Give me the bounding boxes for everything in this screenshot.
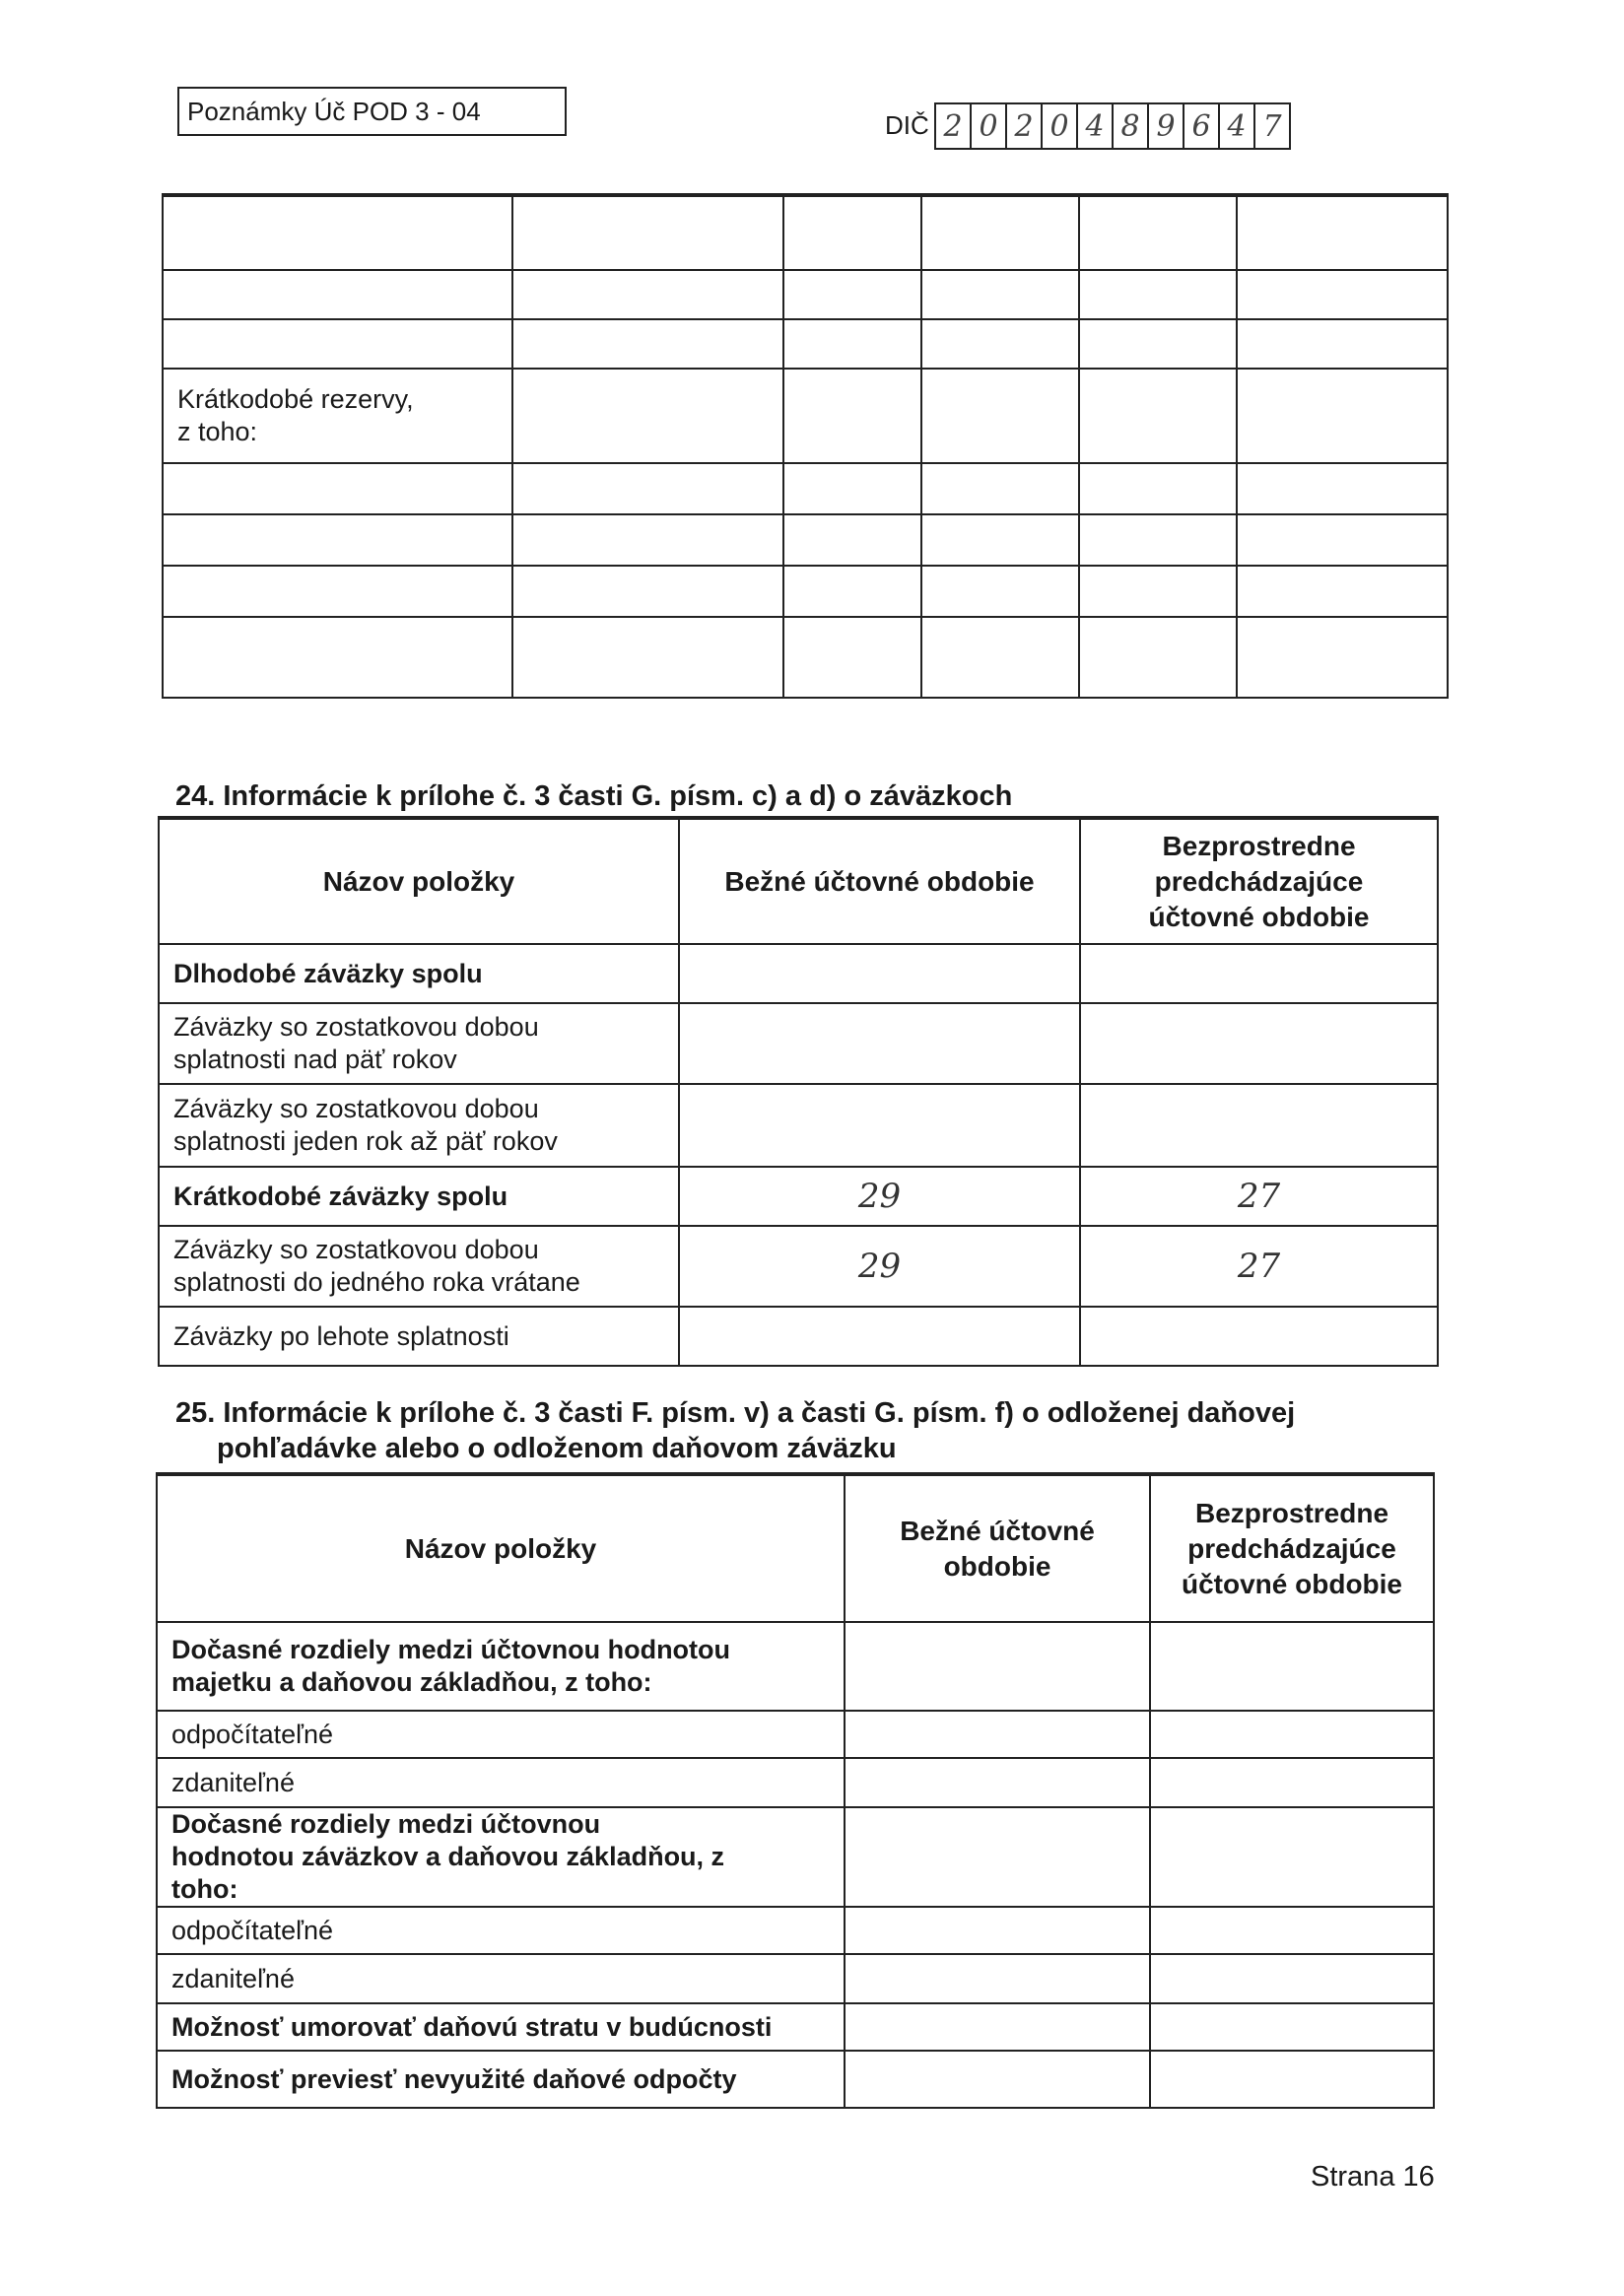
previous-value[interactable] [1150, 1907, 1434, 1954]
row-label: Záväzky so zostatkovou dobou splatnosti do jedného roka vrátane [159, 1226, 679, 1307]
previous-value[interactable] [1150, 1758, 1434, 1807]
current-value[interactable] [845, 1711, 1150, 1758]
table-row [159, 944, 1438, 1003]
cell[interactable] [783, 566, 921, 617]
table-row [159, 1003, 1438, 1084]
cell[interactable] [1237, 319, 1448, 369]
form-label: Poznámky Úč POD 3 - 04 [177, 87, 567, 136]
current-value[interactable] [679, 1003, 1080, 1084]
cell[interactable] [921, 270, 1079, 319]
row-label [163, 463, 512, 514]
top-table [162, 193, 1449, 699]
table-row [157, 1758, 1434, 1807]
dic-digit: 0 [970, 102, 1007, 150]
cell[interactable] [783, 514, 921, 566]
dic-boxes [936, 102, 1291, 150]
previous-value[interactable] [1080, 944, 1438, 1003]
row-label: Dočasné rozdiely medzi účtovnou hodnotou majetku a daňovou základňou, z toho: [157, 1622, 845, 1711]
previous-value[interactable] [1150, 2003, 1434, 2051]
row-label: Krátkodobé záväzky spolu [159, 1167, 679, 1226]
row-label: Záväzky so zostatkovou dobou splatnosti nad päť rokov [159, 1003, 679, 1084]
current-value[interactable]: 29 [679, 1226, 1080, 1307]
table-row [157, 1907, 1434, 1954]
dic-digit: 0 [1041, 102, 1078, 150]
current-value[interactable] [845, 1907, 1150, 1954]
previous-value[interactable] [1150, 1711, 1434, 1758]
dic-digit: 2 [934, 102, 972, 150]
current-value[interactable] [845, 2051, 1150, 2108]
previous-value[interactable] [1150, 1622, 1434, 1711]
cell[interactable] [1237, 617, 1448, 698]
current-value[interactable] [845, 1622, 1150, 1711]
cell[interactable] [921, 195, 1079, 270]
cell[interactable] [921, 566, 1079, 617]
dic-digit: 2 [1005, 102, 1043, 150]
row-label: odpočítateľné [157, 1907, 845, 1954]
cell[interactable] [1237, 369, 1448, 463]
dic-digit: 7 [1253, 102, 1291, 150]
table-header-row [157, 1474, 1434, 1622]
cell[interactable] [921, 514, 1079, 566]
table-row [157, 1954, 1434, 2003]
cell[interactable] [512, 270, 783, 319]
current-value[interactable] [679, 1307, 1080, 1366]
cell[interactable] [512, 319, 783, 369]
row-label-line: Krátkodobé rezervy, [177, 384, 414, 414]
table-row [163, 195, 1448, 270]
previous-value[interactable] [1150, 1954, 1434, 2003]
table-row [163, 617, 1448, 698]
cell[interactable] [783, 369, 921, 463]
row-label-short-term-reserves [163, 369, 512, 463]
previous-value[interactable] [1150, 2051, 1434, 2108]
row-label [163, 617, 512, 698]
cell[interactable] [1237, 463, 1448, 514]
section-24-title: 24. Informácie k prílohe č. 3 časti G. písm. c) a d) o záväzkoch [175, 780, 1013, 812]
row-label: Dlhodobé záväzky spolu [159, 944, 679, 1003]
cell[interactable] [512, 369, 783, 463]
row-label: Záväzky po lehote splatnosti [159, 1307, 679, 1366]
row-label-line: z toho: [177, 417, 258, 446]
col-header-previous: Bezprostredne predchádzajúce účtovné obdobie [1080, 818, 1438, 944]
section-25-title: 25. Informácie k prílohe č. 3 časti F. písm. v) a časti G. písm. f) o odloženej daňovej pohľadávke alebo o odloženom daňovom záväzku [175, 1397, 1296, 1464]
table-row [157, 1807, 1434, 1907]
table-row [157, 2051, 1434, 2108]
table-row [159, 1167, 1438, 1226]
row-label: zdaniteľné [157, 1758, 845, 1807]
cell[interactable] [921, 463, 1079, 514]
current-value[interactable] [845, 1758, 1150, 1807]
cell[interactable] [1079, 369, 1237, 463]
deferred-tax-table [156, 1472, 1435, 2109]
table-row [163, 319, 1448, 369]
dic-digit: 8 [1112, 102, 1149, 150]
dic-digit: 4 [1076, 102, 1114, 150]
cell[interactable] [512, 514, 783, 566]
cell[interactable] [1237, 195, 1448, 270]
cell[interactable] [1079, 463, 1237, 514]
table-row [163, 270, 1448, 319]
row-label [163, 270, 512, 319]
row-label: Možnosť umorovať daňovú stratu v budúcnosti [157, 2003, 845, 2051]
table-row [159, 1226, 1438, 1307]
cell[interactable] [921, 617, 1079, 698]
current-value[interactable] [679, 944, 1080, 1003]
cell[interactable] [1079, 566, 1237, 617]
cell[interactable] [921, 369, 1079, 463]
row-label [163, 319, 512, 369]
cell[interactable] [783, 617, 921, 698]
col-header-current: Bežné účtovné obdobie [845, 1474, 1150, 1622]
col-header-previous: Bezprostredne predchádzajúce účtovné obdobie [1150, 1474, 1434, 1622]
cell[interactable] [783, 463, 921, 514]
col-header-name: Názov položky [159, 818, 679, 944]
dic-digit: 4 [1218, 102, 1255, 150]
row-label: Možnosť previesť nevyužité daňové odpočty [157, 2051, 845, 2108]
previous-value[interactable] [1080, 1307, 1438, 1366]
table-row [163, 514, 1448, 566]
table-row [157, 1622, 1434, 1711]
cell[interactable] [921, 319, 1079, 369]
col-header-name: Názov položky [157, 1474, 845, 1622]
cell[interactable] [1237, 514, 1448, 566]
row-label: Záväzky so zostatkovou dobou splatnosti jeden rok až päť rokov [159, 1084, 679, 1167]
row-label: zdaniteľné [157, 1954, 845, 2003]
table-row [163, 369, 1448, 463]
table-row [157, 1711, 1434, 1758]
col-header-current: Bežné účtovné obdobie [679, 818, 1080, 944]
current-value[interactable] [845, 1807, 1150, 1907]
current-value[interactable] [679, 1084, 1080, 1167]
row-label: Dočasné rozdiely medzi účtovnou hodnotou záväzkov a daňovou základňou, z toho: [157, 1807, 845, 1907]
cell[interactable] [1079, 514, 1237, 566]
table-header-row [159, 818, 1438, 944]
row-label: odpočítateľné [157, 1711, 845, 1758]
cell[interactable] [1079, 319, 1237, 369]
current-value[interactable]: 29 [679, 1167, 1080, 1226]
dic-digit: 9 [1147, 102, 1184, 150]
previous-value[interactable] [1080, 1084, 1438, 1167]
cell[interactable] [1237, 270, 1448, 319]
cell[interactable] [1079, 270, 1237, 319]
cell[interactable] [512, 463, 783, 514]
cell[interactable] [1079, 617, 1237, 698]
table-row [159, 1307, 1438, 1366]
dic-label: DIČ [885, 110, 929, 140]
row-label [163, 514, 512, 566]
previous-value[interactable]: 27 [1080, 1226, 1438, 1307]
liabilities-table [158, 816, 1439, 1367]
page-number: Strana 16 [1311, 2161, 1435, 2193]
current-value[interactable] [845, 2003, 1150, 2051]
cell[interactable] [783, 195, 921, 270]
cell[interactable] [512, 617, 783, 698]
previous-value[interactable] [1080, 1003, 1438, 1084]
table-row [163, 463, 1448, 514]
current-value[interactable] [845, 1954, 1150, 2003]
cell[interactable] [783, 319, 921, 369]
previous-value[interactable]: 27 [1080, 1167, 1438, 1226]
row-label [163, 195, 512, 270]
cell[interactable] [512, 195, 783, 270]
cell[interactable] [1237, 566, 1448, 617]
table-row [157, 2003, 1434, 2051]
table-row [163, 566, 1448, 617]
cell[interactable] [783, 270, 921, 319]
dic-digit: 6 [1183, 102, 1220, 150]
row-label [163, 566, 512, 617]
table-row [159, 1084, 1438, 1167]
previous-value[interactable] [1150, 1807, 1434, 1907]
cell[interactable] [512, 566, 783, 617]
cell[interactable] [1079, 195, 1237, 270]
